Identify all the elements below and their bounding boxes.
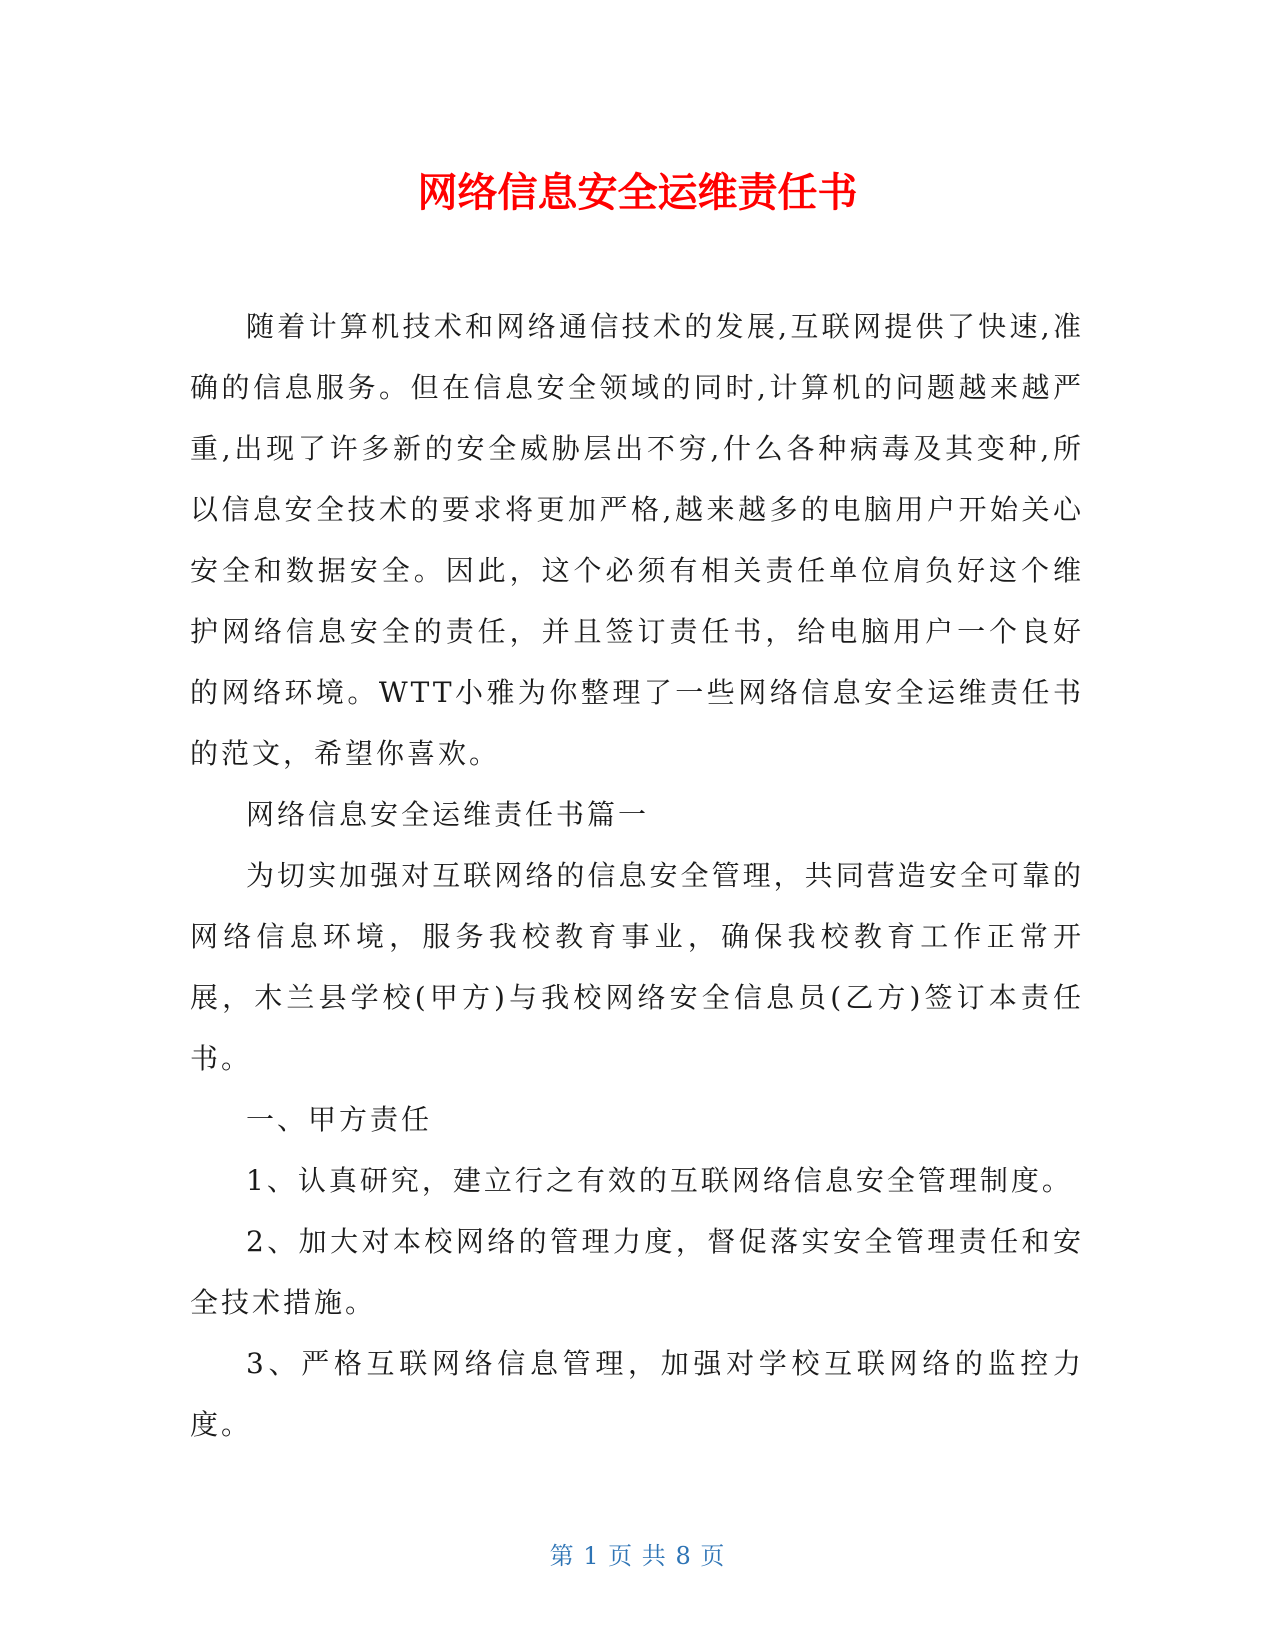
document-body (190, 296, 1084, 1455)
party-a-heading: 一、甲方责任 (246, 1103, 433, 1136)
clause-3: 3、严格互联网络信息管理，加强对学校互联网络的监控力度。 (190, 1347, 1084, 1441)
document-title: 网络信息安全运维责任书 (417, 170, 858, 216)
intro-paragraph: 随着计算机技术和网络通信技术的发展,互联网提供了快速,准确的信息服务。但在信息安全领域的同时,计算机的问题越来越严重,出现了许多新的安全威胁层出不穷,什么各种病毒及其变种,所以信息安全技术的要求将更加严格,越来越多的电脑用户开始关心安全和数据安全。因此，这个必须有相关责任单位肩负好这个维护网络信息安全的责任，并且签订责任书，给电脑用户一个良好的网络环境。WTT小雅为你整理了一些网络信息安全运维责任书的范文，希望你喜欢。 (190, 310, 1084, 770)
clause-2: 2、加大对本校网络的管理力度，督促落实安全管理责任和安全技术措施。 (190, 1225, 1084, 1319)
preamble-paragraph: 为切实加强对互联网络的信息安全管理，共同营造安全可靠的网络信息环境，服务我校教育事业，确保我校教育工作正常开展，木兰县学校(甲方)与我校网络安全信息员(乙方)签订本责任书。 (190, 859, 1084, 1075)
section-heading: 网络信息安全运维责任书篇一 (246, 798, 650, 831)
page-number: 第 1 页 共 8 页 (549, 1542, 726, 1570)
clause-1: 1、认真研究，建立行之有效的互联网络信息安全管理制度。 (246, 1164, 1073, 1197)
